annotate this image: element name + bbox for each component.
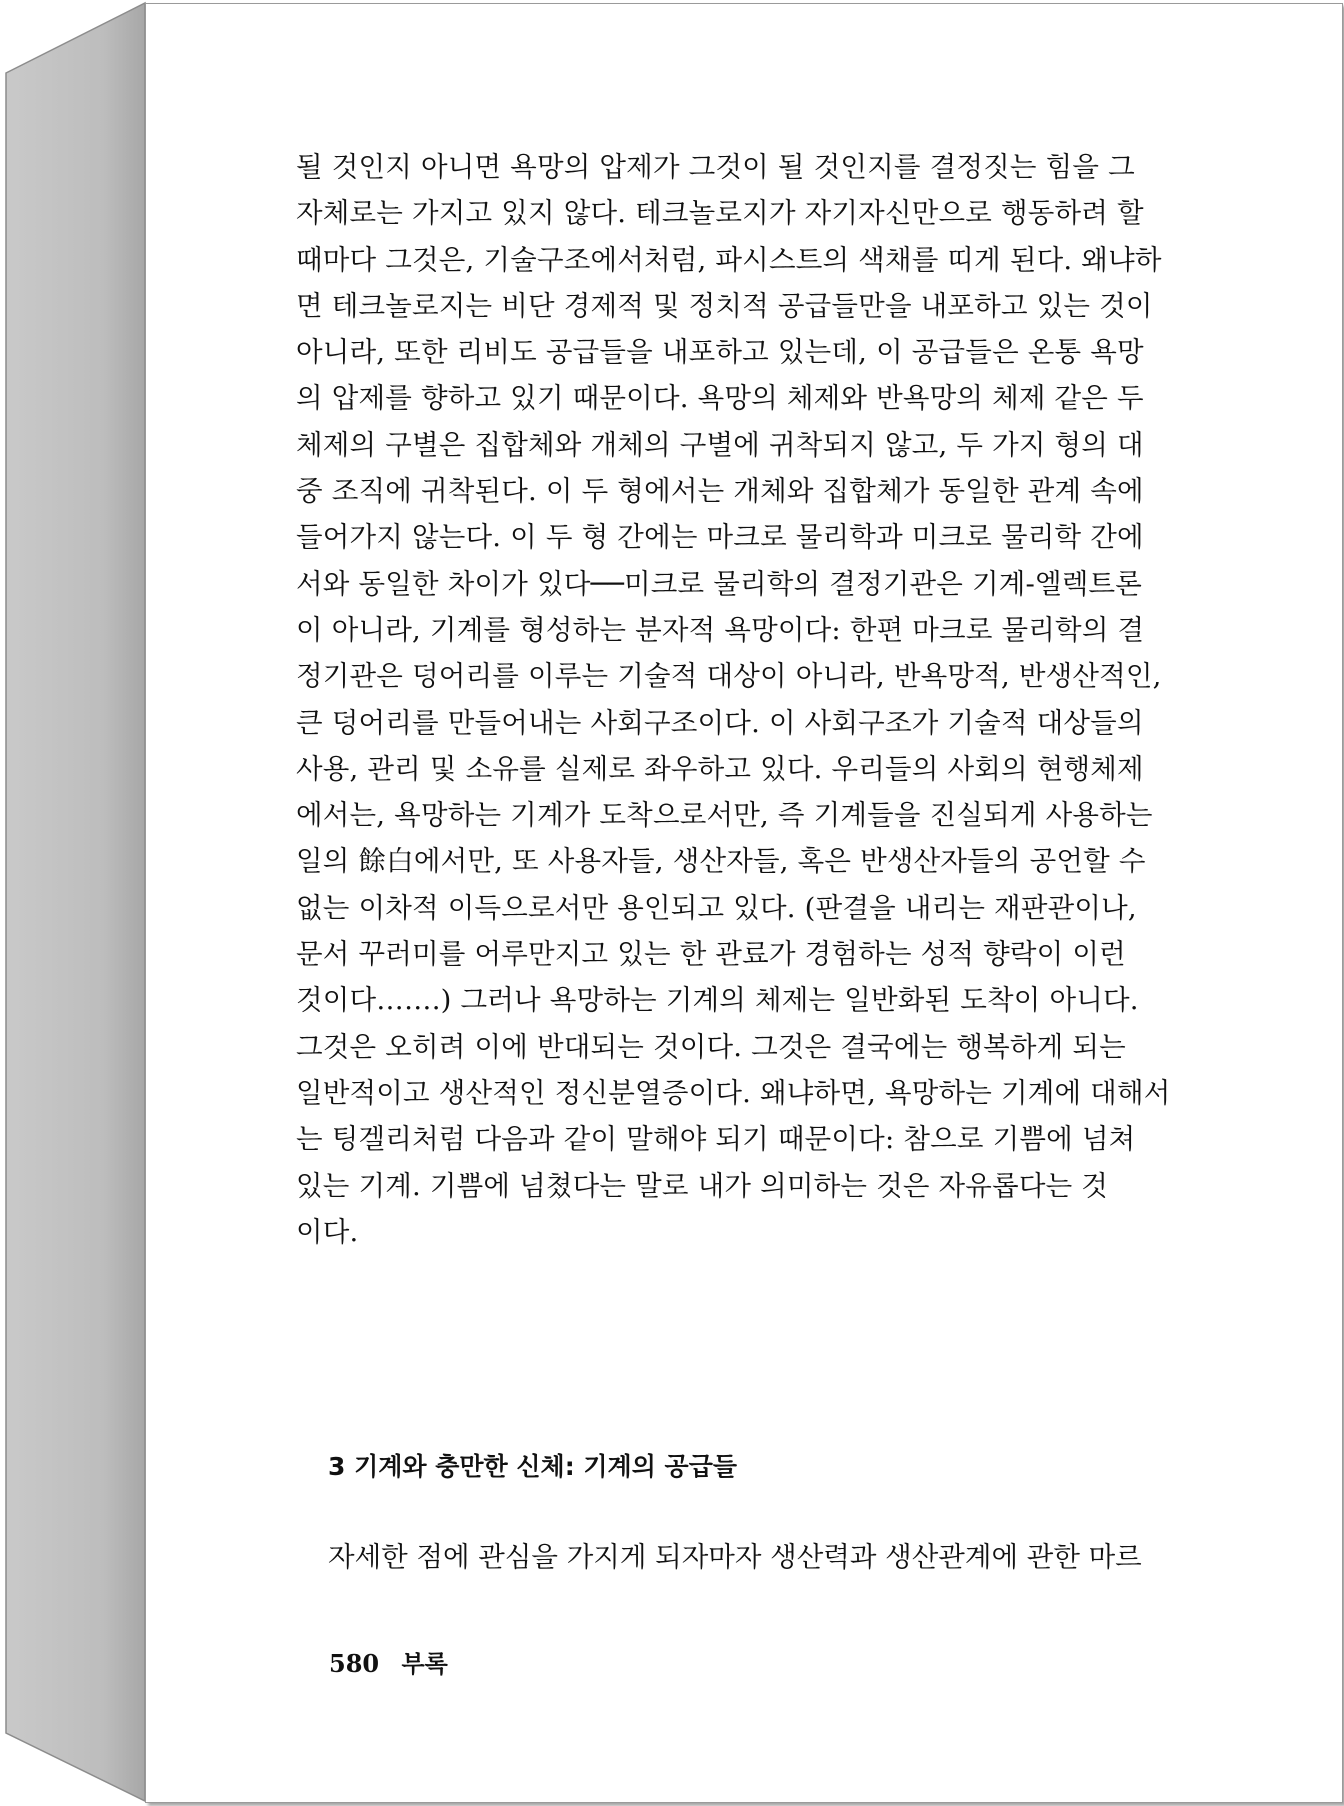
- page-number: 580: [329, 1649, 380, 1678]
- section-heading: 3 기계와 충만한 신체: 기계의 공급들: [328, 1452, 738, 1481]
- body-text: 될 것인지 아니면 욕망의 압제가 그것이 될 것인지를 결정짓는 힘을 그 자체로는 가지고 있지 않다. 테크놀로지가 자기자신만으로 행동하려 할 때마다 그것은, 기술구조에서처럼, 파시스트의 색채를 띠게 된다. 왜냐하 면 테크놀로지는 비단 경제적 및 정치적 공급들만을 내포하고 있는 것이 아니라, 또한 리비도 공급들을 내포하고 있는데, 이 공급들은 온통 욕망 의 압제를 향하고 있기 때문이다. 욕망의 체제와 반욕망의 체제 같은 두 체제의 구별은 집합체와 개체의 구별에 귀착되지 않고, 두 가지 형의 대 중 조직에 귀착된다. 이 두 형에서는 개체와 집합체가 동일한 관계 속에 들어가지 않는다. 이 두 형 간에는 마크로 물리학과 미크로 물리학 간에 서와 동일한 차이가 있다──미크로 물리학의 결정기관은 기계-엘렉트론 이 아니라, 기계를 형성하는 분자적 욕망이다: 한편 마크로 물리학의 결 정기관은 덩어리를 이루는 기술적 대상이 아니라, 반욕망적, 반생산적인, 큰 덩어리를 만들어내는 사회구조이다. 이 사회구조가 기술적 대상들의 사용, 관리 및 소유를 실제로 좌우하고 있다. 우리들의 사회의 현행체제 에서는, 욕망하는 기계가 도착으로서만, 즉 기계들을 진실되게 사용하는 일의 餘白에서만, 또 사용자들, 생산자들, 혹은 반생산자들의 공언할 수 없는 이차적 이득으로서만 용인되고 있다. (판결을 내리는 재판관이나, 문서 꾸러미를 어루만지고 있는 한 관료가 경험하는 성적 향락이 이런 것이다…….) 그러나 욕망하는 기계의 체제는 일반화된 도착이 아니다. 그것은 오히려 이에 반대되는 것이다. 그것은 결국에는 행복하게 되는 일반적이고 생산적인 정신분열증이다. 왜냐하면, 욕망하는 기계에 대해서 는 팅겔리처럼 다음과 같이 말해야 되기 때문이다: 참으로 기쁨에 넘쳐 있는 기계. 기쁨에 넘쳤다는 말로 내가 의미하는 것은 자유롭다는 것 이다.: [296, 151, 1171, 1248]
- continuation-paragraph: 자세한 점에 관심을 가지게 되자마자 생산력과 생산관계에 관한 마르: [328, 1541, 1142, 1573]
- section-label: 부록: [401, 1649, 448, 1678]
- book-page: [145, 3, 1343, 1803]
- page-footer: [329, 1644, 448, 1679]
